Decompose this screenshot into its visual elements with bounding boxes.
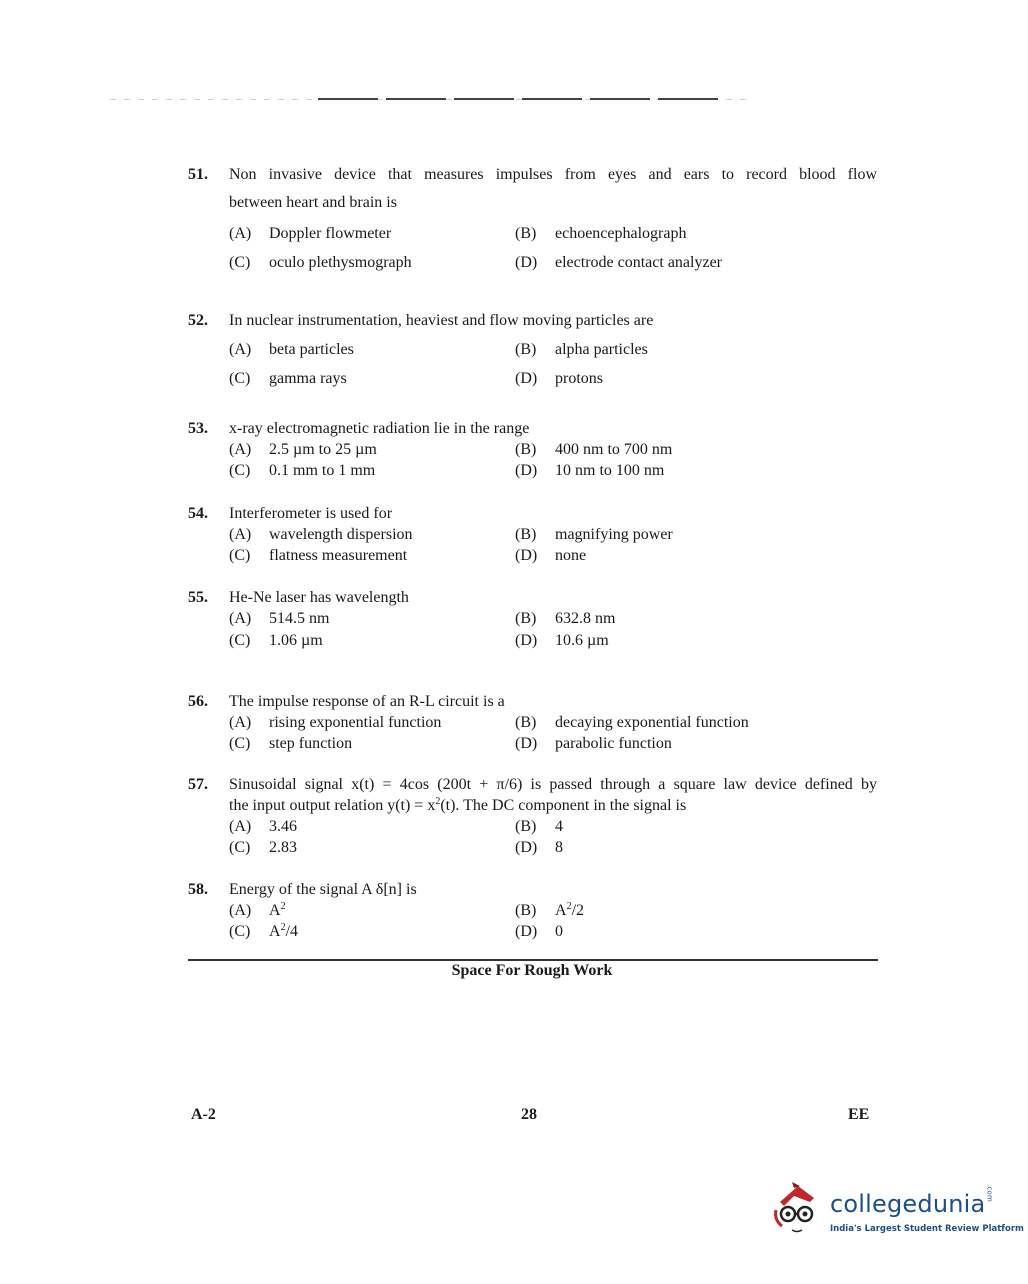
option-b[interactable] (515, 341, 648, 359)
option-d[interactable] (515, 632, 609, 650)
option-label: (D) (515, 923, 538, 940)
option-a[interactable] (229, 902, 286, 920)
option-label: (B) (515, 610, 537, 627)
option-text: 400 nm to 700 nm (555, 441, 673, 458)
option-label: (A) (229, 610, 252, 627)
option-b[interactable] (515, 526, 673, 544)
option-d[interactable] (515, 839, 563, 857)
option-a[interactable] (229, 441, 377, 459)
option-text: wavelength dispersion (269, 526, 413, 543)
option-text: 10.6 µm (555, 632, 609, 649)
option-d[interactable] (515, 370, 603, 388)
option-label: (A) (229, 526, 252, 543)
option-label: (C) (229, 632, 251, 649)
logo-domain-text: .com (985, 1184, 994, 1202)
logo-name-text: collegedunia (830, 1189, 986, 1218)
option-label: (A) (229, 714, 252, 731)
option-text: /4 (285, 923, 299, 940)
option-c[interactable] (229, 839, 297, 857)
question-number: 51. (188, 166, 208, 183)
superscript: 2 (435, 796, 441, 807)
superscript: 2 (280, 901, 286, 912)
option-text: 4 (555, 818, 563, 835)
option-text: 0 (555, 923, 563, 940)
superscript: 2 (566, 901, 572, 912)
question-text: Interferometer is used for (229, 505, 393, 522)
option-d[interactable] (515, 547, 586, 565)
option-label: (A) (229, 902, 252, 919)
rough-work-heading: Space For Rough Work (451, 962, 613, 979)
option-label: (D) (515, 254, 538, 271)
option-d[interactable] (515, 462, 664, 480)
option-b[interactable] (515, 818, 563, 836)
option-label: (B) (515, 714, 537, 731)
logo-tagline: India's Largest Student Review Platform (830, 1224, 1024, 1234)
option-c[interactable] (229, 632, 323, 650)
question-text-line-1: Sinusoidal signal x(t) = 4cos (200t + π/6) is passed through a square law device defined by (229, 776, 877, 793)
option-text: electrode contact analyzer (555, 254, 722, 271)
option-text: 514.5 nm (269, 610, 330, 627)
option-c[interactable] (229, 254, 412, 272)
footer-page-number: 28 (521, 1106, 537, 1123)
option-text: A (269, 923, 281, 940)
option-b[interactable] (515, 714, 749, 732)
footer-subject-code: EE (848, 1106, 870, 1123)
option-d[interactable] (515, 735, 672, 753)
option-label: (A) (229, 225, 252, 242)
option-label: (D) (515, 462, 538, 479)
option-label: (D) (515, 839, 538, 856)
superscript: 2 (280, 922, 286, 933)
option-text: 10 nm to 100 nm (555, 462, 665, 479)
option-label: (D) (515, 547, 538, 564)
option-text: oculo plethysmograph (269, 254, 412, 271)
option-text: rising exponential function (269, 714, 442, 731)
question-number: 57. (188, 776, 208, 793)
option-text: 632.8 nm (555, 610, 616, 627)
option-text: 0.1 mm to 1 mm (269, 462, 376, 479)
option-label: (C) (229, 923, 251, 940)
option-c[interactable] (229, 923, 298, 941)
option-a[interactable] (229, 341, 354, 359)
option-label: (B) (515, 341, 537, 358)
option-text: protons (555, 370, 603, 387)
option-label: (A) (229, 341, 252, 358)
logo-mascot-icon (770, 1180, 826, 1236)
option-text: magnifying power (555, 526, 673, 543)
option-text: beta particles (269, 341, 354, 358)
option-label: (B) (515, 818, 537, 835)
option-label: (D) (515, 632, 538, 649)
question-number: 53. (188, 420, 208, 437)
option-label: (C) (229, 735, 251, 752)
option-label: (D) (515, 370, 538, 387)
question-text: In nuclear instrumentation, heaviest and flow moving particles are (229, 312, 654, 329)
question-text-line-2 (229, 797, 877, 815)
option-a[interactable] (229, 225, 391, 243)
question-number: 54. (188, 505, 208, 522)
option-label: (D) (515, 735, 538, 752)
option-text: A (269, 902, 281, 919)
option-label: (B) (515, 526, 537, 543)
option-c[interactable] (229, 370, 347, 388)
logo-wordmark (830, 1184, 993, 1218)
option-b[interactable] (515, 225, 686, 243)
option-a[interactable] (229, 610, 329, 628)
option-text: none (555, 547, 587, 564)
option-b[interactable] (515, 441, 672, 459)
option-label: (A) (229, 818, 252, 835)
question-number: 58. (188, 881, 208, 898)
option-c[interactable] (229, 462, 375, 480)
divider-rule (188, 959, 878, 961)
question-text-line-1: Non invasive device that measures impulses from eyes and ears to record blood flow (229, 166, 877, 183)
option-text: gamma rays (269, 370, 347, 387)
option-text: echoencephalograph (555, 225, 687, 242)
text-fragment: the input output relation y(t) = x (229, 797, 436, 814)
option-text: 2.5 µm to 25 µm (269, 441, 377, 458)
option-a[interactable] (229, 818, 297, 836)
question-number: 55. (188, 589, 208, 606)
option-label: (A) (229, 441, 252, 458)
question-text-line-2: between heart and brain is (229, 194, 397, 211)
option-c[interactable] (229, 735, 352, 753)
question-number: 56. (188, 693, 208, 710)
option-text: alpha particles (555, 341, 648, 358)
option-text: flatness measurement (269, 547, 408, 564)
option-label: (C) (229, 547, 251, 564)
option-text: 2.83 (269, 839, 297, 856)
question-text: Energy of the signal A δ[n] is (229, 881, 417, 898)
question-text: He-Ne laser has wavelength (229, 589, 409, 606)
option-label: (C) (229, 370, 251, 387)
option-text: 1.06 µm (269, 632, 323, 649)
option-label: (C) (229, 254, 251, 271)
option-text: /2 (571, 902, 585, 919)
option-label: (B) (515, 441, 537, 458)
option-label: (B) (515, 225, 537, 242)
text-fragment: (t). The DC component in the signal is (440, 797, 687, 814)
option-text: step function (269, 735, 353, 752)
option-c[interactable] (229, 547, 407, 565)
option-a[interactable] (229, 714, 441, 732)
question-number: 52. (188, 312, 208, 329)
question-text: x-ray electromagnetic radiation lie in the range (229, 420, 530, 437)
footer-set-code: A-2 (191, 1106, 216, 1123)
option-text: 3.46 (269, 818, 297, 835)
option-b[interactable] (515, 610, 615, 628)
collegedunia-logo[interactable] (770, 1180, 1024, 1240)
option-d[interactable] (515, 923, 563, 941)
option-text: parabolic function (555, 735, 672, 752)
option-text: 8 (555, 839, 563, 856)
scan-artifact-line-dark (318, 98, 718, 100)
option-label: (C) (229, 462, 251, 479)
option-text: decaying exponential function (555, 714, 749, 731)
question-text: The impulse response of an R-L circuit is a (229, 693, 505, 710)
option-label: (B) (515, 902, 537, 919)
option-d[interactable] (515, 254, 722, 272)
option-text: A (555, 902, 567, 919)
option-a[interactable] (229, 526, 413, 544)
option-b[interactable] (515, 902, 584, 920)
option-text: Doppler flowmeter (269, 225, 392, 242)
option-label: (C) (229, 839, 251, 856)
